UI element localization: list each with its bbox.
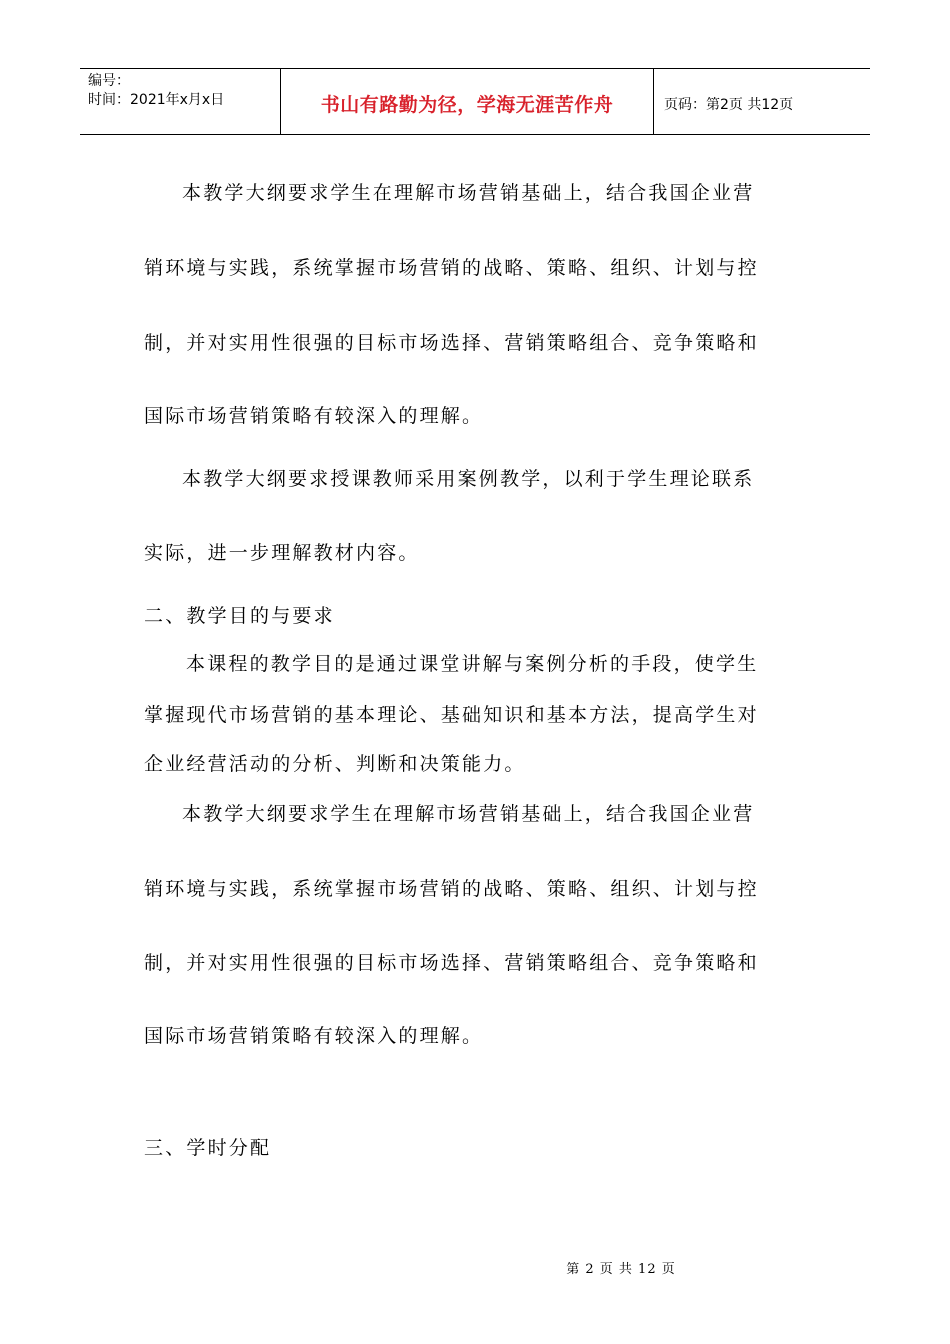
paragraph-line: 本教学大纲要求授课教师采用案例教学，以利于学生理论联系 (182, 468, 755, 490)
header-page-label: 页码：第2页 共12页 (664, 96, 794, 113)
paragraph-line: 国际市场营销策略有较深入的理解。 (144, 1025, 484, 1047)
paragraph-line: 本教学大纲要求学生在理解市场营销基础上，结合我国企业营 (182, 182, 755, 204)
page-header (80, 68, 870, 135)
header-motto: 书山有路勤为径，学海无涯苦作舟 (320, 94, 614, 116)
paragraph-line: 企业经营活动的分析、判断和决策能力。 (144, 753, 526, 775)
paragraph-line: 本教学大纲要求学生在理解市场营销基础上，结合我国企业营 (182, 803, 755, 825)
paragraph-line: 销环境与实践，系统掌握市场营销的战略、策略、组织、计划与控 (144, 878, 759, 900)
paragraph-line: 本课程的教学目的是通过课堂讲解与案例分析的手段，使学生 (186, 653, 759, 675)
header-page-cell (654, 69, 870, 134)
paragraph-line: 掌握现代市场营销的基本理论、基础知识和基本方法，提高学生对 (144, 704, 759, 726)
paragraph-line: 国际市场营销策略有较深入的理解。 (144, 405, 484, 427)
header-meta (80, 69, 281, 134)
header-date-label: 时间：2021年x月x日 (88, 92, 225, 108)
paragraph-line: 制，并对实用性很强的目标市场选择、营销策略组合、竞争策略和 (144, 952, 759, 974)
page-footer (0, 1258, 950, 1277)
header-number-label: 编号： (88, 73, 130, 89)
footer-page-number: 第 2 页 共 12 页 (566, 1262, 676, 1277)
section-heading: 二、教学目的与要求 (144, 605, 335, 627)
section-heading: 三、学时分配 (144, 1137, 272, 1159)
paragraph-line: 销环境与实践，系统掌握市场营销的战略、策略、组织、计划与控 (144, 257, 759, 279)
paragraph-line: 实际，进一步理解教材内容。 (144, 542, 420, 564)
header-motto-cell (281, 69, 654, 134)
paragraph-line: 制，并对实用性很强的目标市场选择、营销策略组合、竞争策略和 (144, 332, 759, 354)
